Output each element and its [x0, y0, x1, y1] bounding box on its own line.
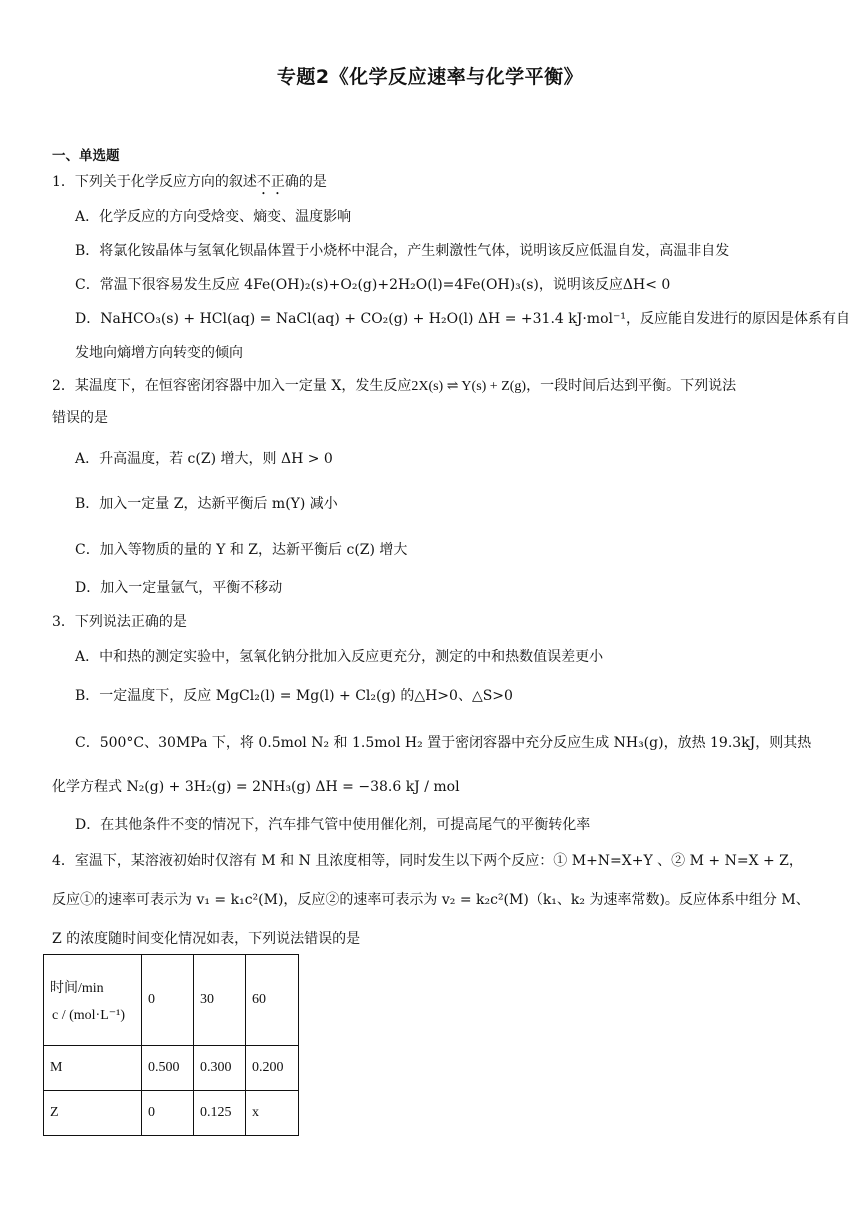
question-2-option-a: A．升高温度，若 c(Z) 增大，则 ΔH > 0	[75, 451, 333, 467]
question-3-option-c-line2: 化学方程式 N₂(g) + 3H₂(g) = 2NH₃(g) ΔH = −38.6 kJ / mol	[52, 779, 460, 795]
question-2-option-b: B．加入一定量 Z，达新平衡后 m(Y) 减小	[75, 496, 338, 512]
question-2-stem-line1	[52, 376, 736, 397]
page-title: 专题2《化学反应速率与化学平衡》	[276, 66, 584, 88]
question-2-option-c: C．加入等物质的量的 Y 和 Z，达新平衡后 c(Z) 增大	[75, 542, 408, 558]
question-1-stem	[52, 172, 327, 198]
question-1-option-a: A．化学反应的方向受焓变、熵变、温度影响	[75, 209, 352, 225]
table-col-header: 0	[142, 955, 194, 1046]
question-2-reaction: 2X(s) ⇌ Y(s) + Z(g)	[411, 379, 527, 394]
table-cell: 0	[142, 1091, 194, 1136]
question-4-stem-line1: 4．室温下，某溶液初始时仅溶有 M 和 N 且浓度相等，同时发生以下两个反应：① M+N=X+Y 、② M + N=X + Z，	[52, 853, 803, 869]
concentration-table	[43, 954, 299, 1136]
question-1-stem-emphasis: 不正	[256, 174, 285, 190]
table-header-cell	[44, 955, 142, 1046]
table-header-concentration: c / (mol·L⁻¹)	[52, 1007, 126, 1023]
question-2-stem-b: ，一段时间后达到平衡。下列说法	[526, 378, 737, 394]
table-col-header: 30	[194, 955, 246, 1046]
question-2-stem-a: 2．某温度下，在恒容密闭容器中加入一定量 X，发生反应	[52, 378, 412, 394]
table-row	[44, 1046, 299, 1091]
question-4-stem-line3: Z 的浓度随时间变化情况如表，下列说法错误的是	[52, 931, 361, 947]
question-4-stem-line2: 反应①的速率可表示为 v₁ = k₁c²(M)，反应②的速率可表示为 v₂ = k₂c²(M)（k₁、k₂ 为速率常数)。反应体系中组分 M、	[52, 892, 810, 908]
table-row-label: M	[44, 1046, 142, 1091]
question-1-option-c: C．常温下很容易发生反应 4Fe(OH)₂(s)+O₂(g)+2H₂O(l)=4Fe(OH)₃(s)，说明该反应ΔH< 0	[75, 277, 671, 293]
question-1-option-b: B．将氯化铵晶体与氢氧化钡晶体置于小烧杯中混合，产生刺激性气体，说明该反应低温自发，高温非自发	[75, 243, 730, 259]
question-2-stem-line2: 错误的是	[52, 410, 108, 426]
table-row	[44, 1091, 299, 1136]
table-cell: 0.300	[194, 1046, 246, 1091]
question-3-option-b: B．一定温度下，反应 MgCl₂(l) = Mg(l) + Cl₂(g) 的△H>0、△S>0	[75, 688, 513, 704]
question-3-option-d: D．在其他条件不变的情况下，汽车排气管中使用催化剂，可提高尾气的平衡转化率	[75, 817, 591, 833]
table-cell: 0.500	[142, 1046, 194, 1091]
table-header-row	[44, 955, 299, 1046]
question-3-stem: 3．下列说法正确的是	[52, 614, 187, 630]
table-cell: 0.200	[246, 1046, 299, 1091]
table-row-label: Z	[44, 1091, 142, 1136]
table-col-header: 60	[246, 955, 299, 1046]
question-3-option-c-line1: C．500°C、30MPa 下，将 0.5mol N₂ 和 1.5mol H₂ 置于密闭容器中充分反应生成 NH₃(g)，放热 19.3kJ，则其热	[75, 735, 812, 751]
question-2-option-d: D．加入一定量氩气，平衡不移动	[75, 580, 283, 596]
question-1-option-d-line2: 发地向熵增方向转变的倾向	[75, 345, 243, 361]
question-1-stem-a: 1．下列关于化学反应方向的叙述	[52, 174, 257, 190]
question-3-option-a: A．中和热的测定实验中，氢氧化钠分批加入反应更充分，测定的中和热数值误差更小	[75, 649, 604, 665]
question-1-option-d-line1: D．NaHCO₃(s) + HCl(aq) = NaCl(aq) + CO₂(g) + H₂O(l) ΔH = +31.4 kJ·mol⁻¹，反应能自发进行的原因是体系有自	[75, 311, 850, 327]
question-1-stem-b: 确的是	[284, 174, 327, 190]
table-cell: x	[246, 1091, 299, 1136]
table-header-time: 时间/min	[50, 980, 104, 996]
section-heading: 一、单选题	[52, 148, 120, 164]
table-cell: 0.125	[194, 1091, 246, 1136]
